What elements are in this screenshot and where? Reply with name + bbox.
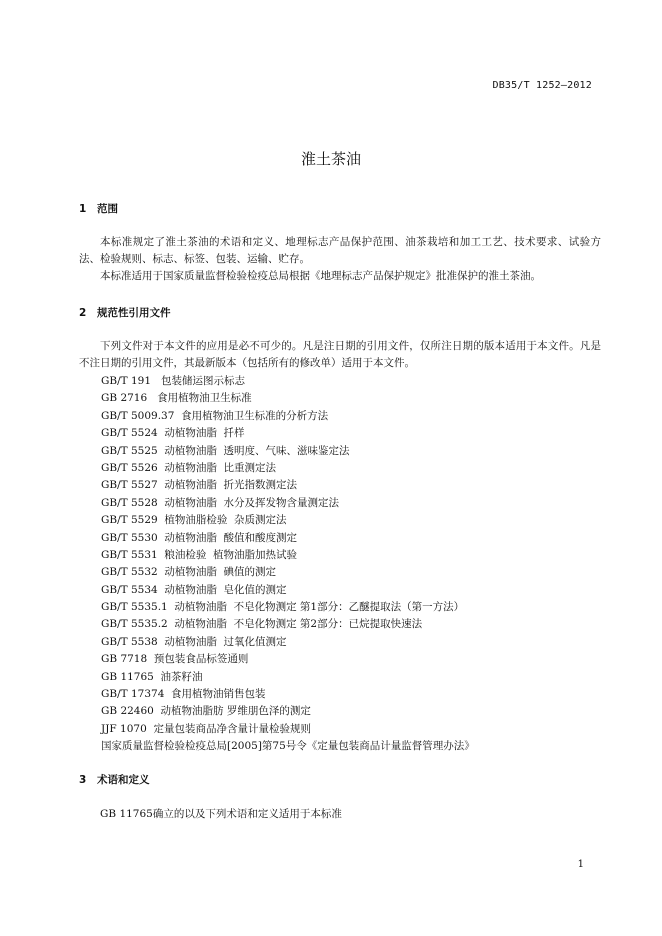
reference-item: GB/T 5531 粮油检验 植物油脂加热试验 [101, 548, 298, 561]
scope-paragraph-1: 本标准规定了淮土茶油的术语和定义、地理标志产品保护范围、油茶栽培和加工工艺、技术要求、试验方法、检验规则、标志、标签、包装、运输、贮存。 [79, 236, 601, 265]
reference-item: JJF 1070 定量包装商品净含量计量检验规则 [101, 722, 311, 735]
reference-item: GB/T 191 包装储运图示标志 [101, 375, 246, 387]
section-number: 3 [79, 774, 87, 786]
section-number: 2 [79, 307, 87, 319]
reference-item: GB/T 5535.2 动植物油脂 不皂化物测定 第2部分：已烷提取快速法 [101, 618, 423, 631]
reference-item: GB/T 5009.37 食用植物油卫生标准的分析方法 [101, 409, 329, 422]
reference-item: GB/T 5529 植物油脂检验 杂质测定法 [101, 514, 287, 527]
reference-item: GB/T 5534 动植物油脂 皂化值的测定 [101, 583, 287, 596]
reference-item: GB/T 5527 动植物油脂 折光指数测定法 [101, 479, 298, 492]
section-title: 范围 [97, 203, 118, 215]
section-title: 术语和定义 [97, 774, 150, 786]
reference-item: GB/T 5525 动植物油脂 透明度、气味、滋味鉴定法 [101, 444, 350, 457]
section-number: 1 [79, 203, 87, 215]
reference-item: GB/T 5530 动植物油脂 酸值和酸度测定 [101, 531, 298, 544]
reference-item: GB 2716 食用植物油卫生标准 [101, 392, 252, 405]
reference-item: GB/T 5538 动植物油脂 过氧化值测定 [101, 635, 287, 648]
scope-paragraph-2: 本标准适用于国家质量监督检验检疫总局根据《地理标志产品保护规定》批准保护的淮土茶油。 [100, 270, 541, 282]
section-1-heading [79, 201, 118, 216]
reference-item: GB/T 5524 动植物油脂 扦样 [101, 427, 245, 440]
reference-item: GB 11765 油茶籽油 [101, 670, 203, 683]
page-number: 1 [577, 859, 584, 870]
reference-item: 国家质量监督检验检疫总局[2005]第75号令《定量包装商品计量监督管理办法》 [101, 740, 475, 753]
document-title: 淮土茶油 [300, 150, 361, 168]
reference-item: GB/T 5526 动植物油脂 比重测定法 [101, 461, 277, 474]
reference-item: GB/T 5535.1 动植物油脂 不皂化物测定 第1部分：乙醚提取法（第一方法） [101, 601, 465, 614]
normative-intro-paragraph: 下列文件对于本文件的应用是必不可少的。凡是注日期的引用文件，仅所注日期的版本适用于本文件。凡是不注日期的引用文件，其最新版本（包括所有的修改单）适用于本文件。 [79, 340, 601, 369]
reference-list [101, 373, 475, 756]
section-title: 规范性引用文件 [97, 307, 171, 319]
reference-item: GB/T 17374 食用植物油销售包装 [101, 688, 266, 701]
section-3-heading [79, 772, 150, 787]
standard-code: DB35/T 1252—2012 [492, 80, 592, 91]
section-2-heading [79, 305, 171, 320]
reference-item: GB 22460 动植物油脂肪 罗维朋色泽的测定 [101, 705, 311, 718]
reference-item: GB 7718 预包装食品标签通则 [101, 653, 249, 666]
terms-paragraph: GB 11765确立的以及下列术语和定义适用于本标准 [100, 808, 342, 820]
reference-item: GB/T 5528 动植物油脂 水分及挥发物含量测定法 [101, 496, 340, 509]
reference-item: GB/T 5532 动植物油脂 碘值的测定 [101, 566, 277, 579]
